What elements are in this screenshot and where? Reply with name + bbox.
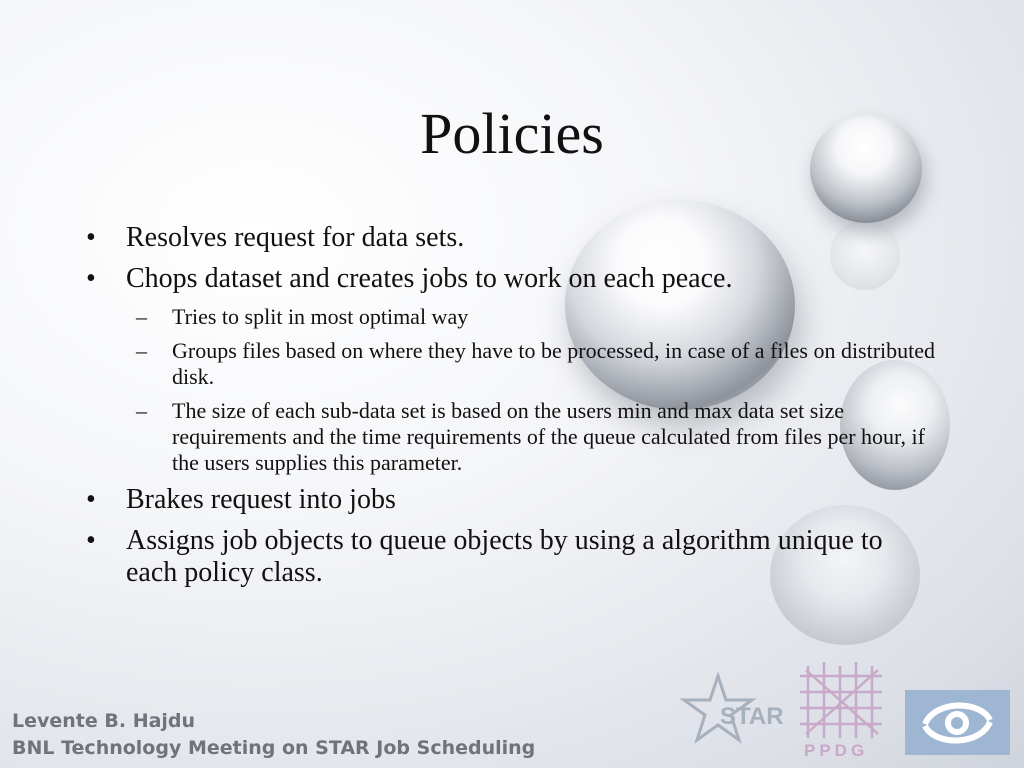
bullet-text: Resolves request for data sets.: [126, 222, 465, 253]
star-logo-text: STAR: [720, 703, 784, 730]
slide-title: Policies: [420, 101, 604, 166]
grid-icon: [800, 662, 882, 738]
bullet-text: Brakes request into jobs: [126, 484, 396, 515]
sub-bullet-text: Groups files based on where they have to be processed, in case of a files on distributed disk.: [172, 338, 936, 389]
star-logo: [680, 672, 790, 752]
sub-bullet-text: The size of each sub-data set is based on the users min and max data set size requirements and the time requirements of the queue calculated from files per hour, if the users supplies this parameter.: [172, 398, 925, 475]
bullet-list: [86, 222, 936, 598]
sub-bullet-item: [86, 338, 936, 390]
ppdg-logo: [798, 658, 888, 760]
bullet-item: [86, 484, 936, 516]
sub-bullet-marker: –: [136, 304, 147, 329]
bullet-item: [86, 222, 936, 254]
sub-bullet-marker: –: [136, 338, 147, 363]
sub-bullet-item: [86, 398, 936, 476]
footer-event: BNL Technology Meeting on STAR Job Scheduling: [12, 737, 536, 759]
bullet-marker: •: [86, 484, 96, 515]
sub-bullet-item: [86, 304, 936, 330]
bullet-item: [86, 525, 936, 589]
sub-bullet-marker: –: [136, 398, 147, 423]
footer-author: Levente B. Hajdu: [12, 710, 196, 732]
ppdg-logo-text: PPDG: [804, 741, 869, 760]
bullet-item: [86, 263, 936, 295]
bullet-marker: •: [86, 222, 96, 253]
footer: [12, 708, 535, 762]
bullet-marker: •: [86, 263, 96, 294]
bullet-text: Assigns job objects to queue objects by using a algorithm unique to each policy class.: [126, 525, 883, 588]
bullet-marker: •: [86, 525, 96, 556]
bullet-text: Chops dataset and creates jobs to work on each peace.: [126, 263, 733, 294]
sub-bullet-text: Tries to split in most optimal way: [172, 304, 469, 329]
org-logo: [905, 690, 1010, 755]
swirl-icon: [925, 705, 990, 740]
